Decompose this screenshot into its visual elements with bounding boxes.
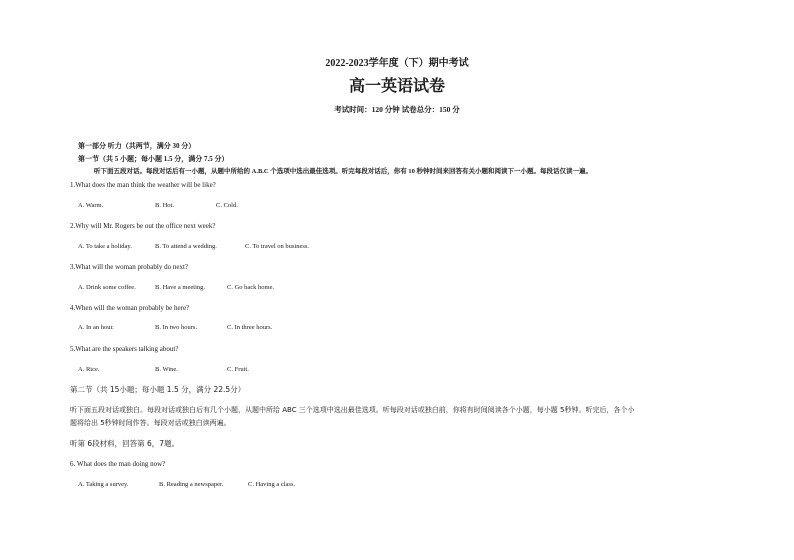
q1-option-b: B. Hot. — [155, 202, 174, 209]
q1-option-a: A. Warm. — [78, 202, 104, 209]
exam-title: 高一英语试卷 — [348, 76, 445, 95]
exam-meta: 考试时间：120 分钟 试卷总分：150 分 — [334, 105, 460, 114]
question-4: 4.When will the woman probably be here? — [70, 304, 190, 312]
question-3: 3.What will the woman probably do next? — [70, 263, 188, 271]
q5-option-c: C. Fruit. — [227, 366, 249, 373]
q2-option-b: B. To attend a wedding. — [155, 243, 217, 250]
exam-year-heading: 2022-2023学年度（下）期中考试 — [325, 58, 469, 69]
q4-option-a: A. In an hour. — [78, 324, 114, 331]
q4-option-c: C. In three hours. — [227, 324, 273, 331]
section2-material: 听第 6段材料，回答第 6，7题。 — [70, 439, 180, 448]
part1-heading: 第一部分 听力（共两节，满分 30 分） — [78, 142, 196, 150]
q5-option-b: B. Wine. — [155, 366, 178, 373]
question-1: 1.What does the man think the weather will be like? — [70, 181, 216, 189]
q6-option-c: C. Having a class. — [248, 481, 296, 488]
section1-instructions: 听下面五段对话。每段对话后有一小题，从题中所给的 A.B.C 个选项中选出最佳选项。听完每段对话后，你有 10 秒钟时间来回答有关小题和阅读下一小题。每段话仅读一遍。 — [94, 168, 592, 175]
q2-option-c: C. To travel on business. — [245, 243, 310, 250]
q1-option-c: C. Cold. — [216, 202, 238, 209]
question-6: 6. What does the man doing now? — [70, 460, 166, 468]
q5-option-a: A. Rice. — [78, 366, 100, 373]
question-2: 2.Why will Mr. Rogers be out the office next week? — [70, 222, 216, 230]
section1-heading: 第一节（共 5 小题；每小题 1.5 分，满分 7.5 分） — [78, 155, 229, 163]
q6-option-a: A. Taking a survey. — [78, 481, 129, 488]
section2-instructions-line2: 题将给出 5秒钟时间作答。每段对话或独白读两遍。 — [70, 419, 231, 427]
q3-option-a: A. Drink some coffee. — [78, 284, 136, 291]
question-5: 5.What are the speakers talking about? — [70, 345, 179, 353]
q3-option-c: C. Go back home. — [227, 284, 275, 291]
section2-instructions-line1: 听下面五段对话或独白。每段对话或独白后有几个小题，从题中所给 ABC 三个选项中选出最佳选项。听每段对话或独白前，你将有时间阅读各个小题，每小题 5秒钟。听完后，各个小 — [70, 406, 635, 414]
q2-option-a: A. To take a holiday. — [78, 243, 132, 250]
section2-heading: 第二节（共 15小题；每小题 1.5 分，满分 22.5分） — [70, 385, 246, 394]
q4-option-b: B. In two hours. — [155, 324, 198, 331]
q6-option-b: B. Reading a newspaper. — [159, 481, 224, 488]
q3-option-b: B. Have a meeting. — [155, 284, 205, 291]
